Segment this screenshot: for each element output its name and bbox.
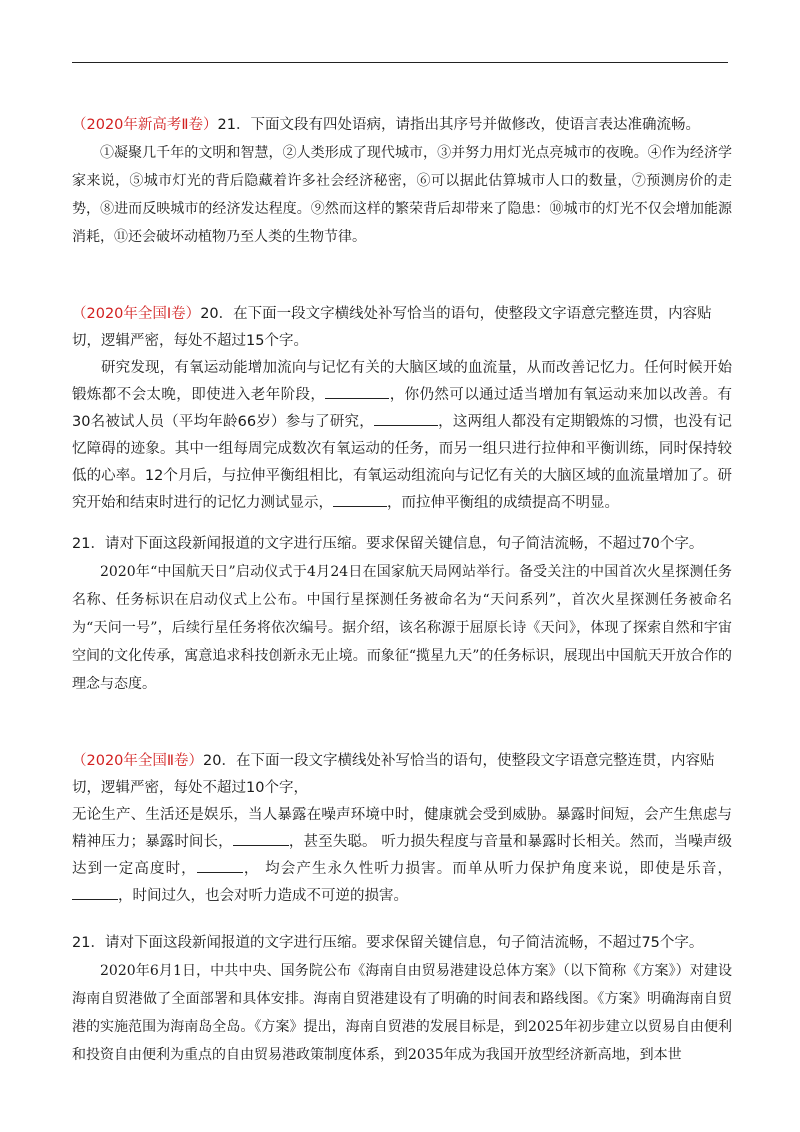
question-4: [72, 748, 732, 910]
question-3: [72, 531, 732, 698]
question-2-lead: 20．在下面一段文字横线处补写恰当的语句，使整段文字语意完整连贯，内容贴切，逻辑严密，每处不超过15个字。: [72, 306, 712, 349]
answer-blank-6[interactable]: [72, 883, 118, 900]
answer-blank-1[interactable]: [325, 382, 389, 399]
question-2-text-2: ，你仍然可以通过适当增加有氧运动来加以改善。有30名被试人员（平均年龄66岁）参与了研究，: [72, 387, 733, 430]
answer-blank-5[interactable]: [197, 856, 243, 873]
question-2-source: （2020年全国Ⅰ卷）: [72, 306, 201, 322]
question-1: [72, 112, 732, 251]
header-rule: [72, 62, 728, 63]
question-1-passage: ①凝聚几千年的文明和智慧，②人类形成了现代城市，③并努力用灯光点亮城市的夜晚。④作为经济学家来说，⑤城市灯光的背后隐藏着许多社会经济秘密，⑥可以据此估算城市人口的数量，⑦预测房价的走势，⑧进而反映城市的经济发达程度。⑨然而这样的繁荣背后却带来了隐患：⑩城市的灯光不仅会增加能源消耗，⑪还会破坏动植物乃至人类的生物节律。: [72, 145, 732, 245]
question-2-text-3: ，这两组人都没有定期锻炼的习惯，也没有记忆障碍的迹象。其中一组每周完成数次有氧运动的任务，而另一组只进行拉伸和平衡训练，同时保持较低的心率。12个月后，与拉伸平衡组相比，有氧运动组流向与记忆有关的大脑区域的血流量增加了。研究开始和结束时进行的记忆力测试显示，: [72, 414, 732, 511]
question-4-text-2: ，甚至失聪。 听力损失程度与音量和暴露时长相关。然而，当噪声级达到一定高度时，: [72, 834, 732, 877]
answer-blank-3[interactable]: [333, 490, 387, 507]
question-2-text-4: ，而拉伸平衡组的成绩提高不明显。: [387, 495, 619, 511]
question-1-source: （2020年新高考Ⅱ卷）: [72, 117, 218, 133]
question-4-heading: [72, 748, 732, 802]
question-4-text-3: ， 均会产生永久性听力损害。而单从听力保护角度来说，即使是乐音，: [242, 861, 733, 877]
answer-blank-2[interactable]: [374, 409, 438, 426]
question-4-text-4: ，时间过久，也会对听力造成不可逆的损害。: [118, 888, 408, 904]
question-4-source: （2020年全国Ⅱ卷）: [72, 753, 204, 769]
question-3-passage: 2020年“中国航天日”启动仪式于4月24日在国家航天局网站举行。备受关注的中国首次火星探测任务名称、任务标识在启动仪式上公布。中国行星探测任务被命名为“天问系列”，首次火星探测任务被命名为“天问一号”，后续行星任务将依次编号。据介绍，该名称源于屈原长诗《天问》，体现了探索自然和宇宙空间的文化传承，寓意追求科技创新永无止境。而象征“揽星九天”的任务标识，展现出中国航天开放合作的理念与态度。: [72, 564, 732, 692]
question-2-passage: [72, 355, 732, 517]
question-2-heading: [72, 301, 732, 355]
question-5-heading: 21．请对下面这段新闻报道的文字进行压缩。要求保留关键信息，句子简洁流畅，不超过75个字。: [72, 935, 704, 951]
question-1-lead: 21．下面文段有四处语病，请指出其序号并做修改，使语言表达准确流畅。: [217, 117, 700, 133]
question-2-text-1: 研究发现，有氧运动能增加流向与记忆有关的大脑区域的血流量，从而改善记忆力。任何时候开始锻炼都不会太晚，即使进入老年阶段，: [72, 360, 732, 403]
question-4-text-1: 无论生产、生活还是娱乐，当人暴露在噪声环境中时，健康就会受到威胁。暴露时间短，会产生焦虑与精神压力；暴露时间长，: [72, 807, 732, 850]
document-content: [72, 112, 732, 1069]
question-5-passage: 2020年6月1日，中共中央、国务院公布《海南自由贸易港建设总体方案》（以下简称《方案》）对建设海南自贸港做了全面部署和具体安排。海南自贸港建设有了明确的时间表和路线图。《方案》明确海南自贸港的实施范围为海南岛全岛。《方案》提出，海南自贸港的发展目标是，到2025年初步建立以贸易自由便利和投资自由便利为重点的自由贸易港政策制度体系，到2035年成为我国开放型经济新高地，到本世: [72, 963, 732, 1063]
question-2: [72, 301, 732, 517]
question-4-lead: 20．在下面一段文字横线处补写恰当的语句，使整段文字语意完整连贯，内容贴切，逻辑严密，每处不超过10个字，: [72, 753, 715, 796]
answer-blank-4[interactable]: [233, 829, 289, 846]
question-3-heading: 21．请对下面这段新闻报道的文字进行压缩。要求保留关键信息，句子简洁流畅，不超过70个字。: [72, 536, 704, 552]
question-1-heading: [72, 112, 732, 139]
question-5: [72, 930, 732, 1069]
question-4-passage: [72, 802, 732, 910]
